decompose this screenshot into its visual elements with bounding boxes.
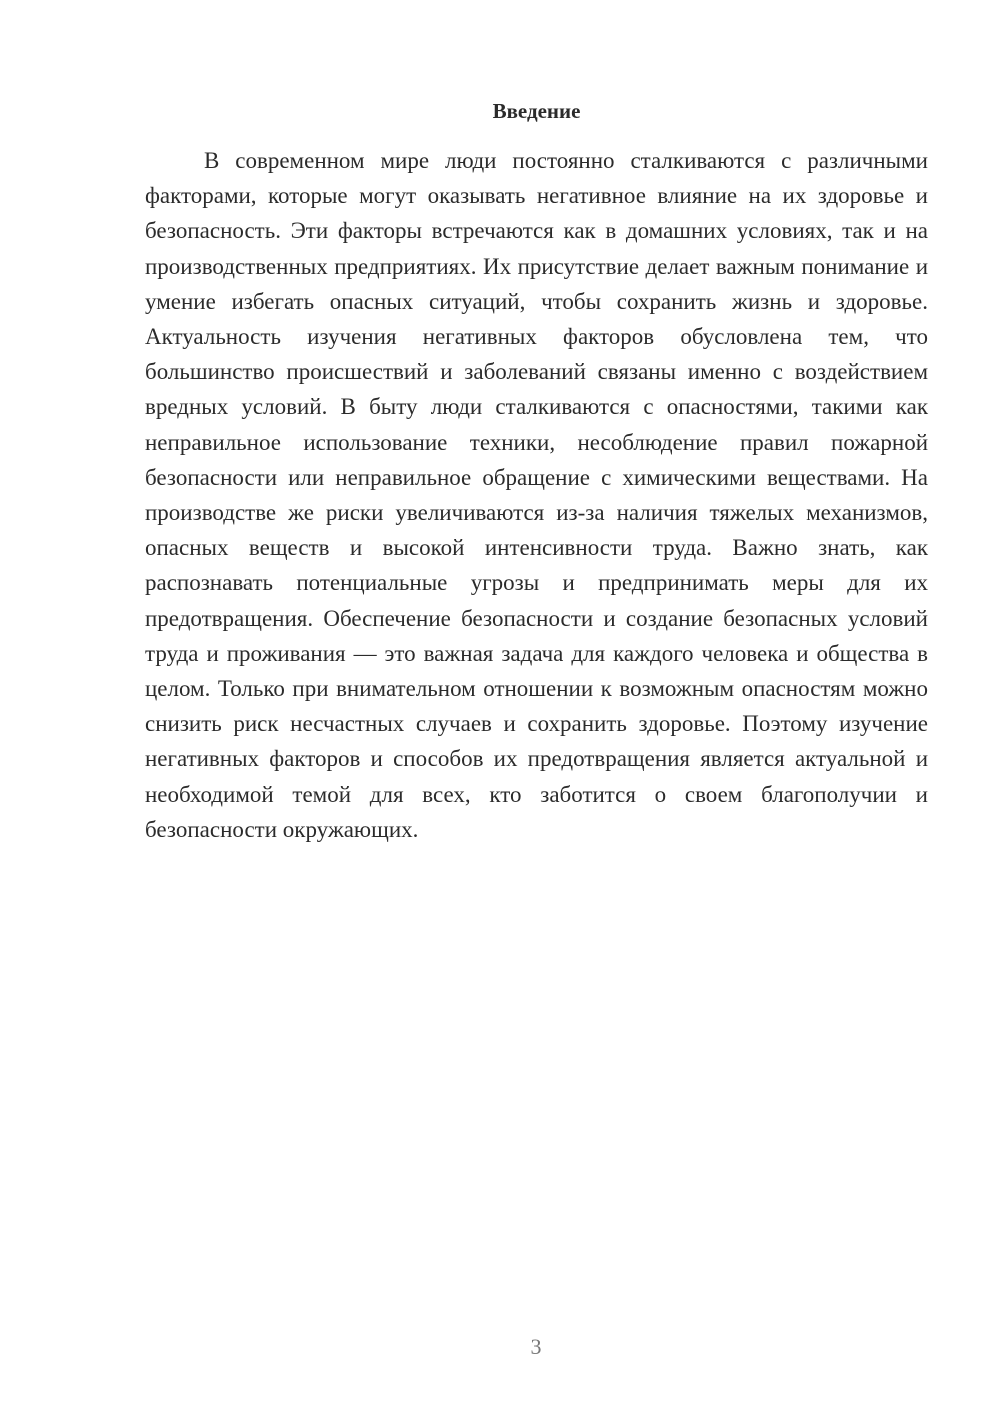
body-paragraph: В современном мире люди постоянно сталкиваются с различными факторами, которые могут оказывать негативное влияние на их здоровье и безопасность. Эти факторы встречаются как в домашних условиях, так и на производственных предприятиях. Их присутствие делает важным понимание и умение избегать опасных ситуаций, чтобы сохранить жизнь и здоровье. Актуальность изучения негативных факторов обусловлена тем, что большинство происшествий и заболеваний связаны именно с воздействием вредных условий. В быту люди сталкиваются с опасностями, такими как неправильное использование техники, несоблюдение правил пожарной безопасности или неправильное обращение с химическими веществами. На производстве же риски увеличиваются из-за наличия тяжелых механизмов, опасных веществ и высокой интенсивности труда. Важно знать, как распознавать потенциальные угрозы и предпринимать меры для их предотвращения. Обеспечение безопасности и создание безопасных условий труда и проживания — это важная задача для каждого человека и общества в целом. Только при внимательном отношении к возможным опасностям можно снизить риск несчастных случаев и сохранить здоровье. Поэтому изучение негативных факторов и способов их предотвращения является актуальной и необходимой темой для всех, кто заботится о своем благополучии и безопасности окружающих. — [145, 148, 928, 842]
section-heading: Введение — [492, 99, 581, 123]
page-number: 3 — [530, 1334, 542, 1359]
